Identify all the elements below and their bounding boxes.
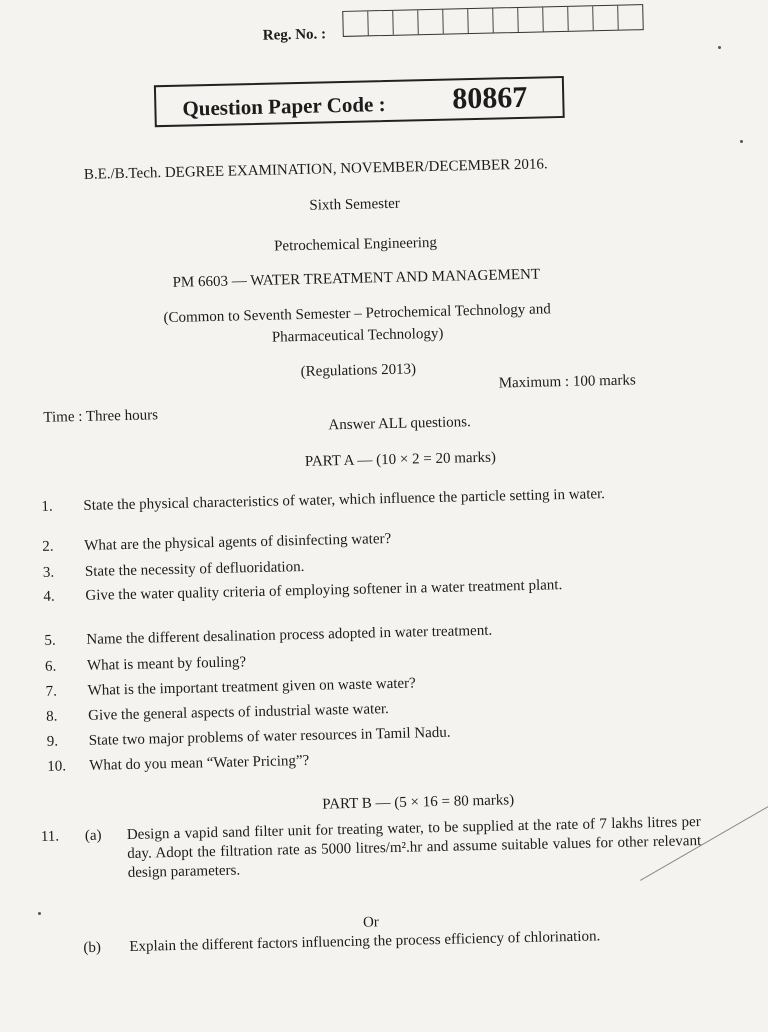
question-text: What is meant by fouling? [86, 654, 247, 674]
question-text: Give the water quality criteria of employing softener in a water treatment plant. [85, 577, 563, 604]
reg-no-digit-box[interactable] [368, 11, 394, 36]
reg-no-digit-box[interactable] [568, 6, 594, 31]
part-b-heading: PART B — (5 × 16 = 80 marks) [322, 792, 515, 813]
reg-no-digit-box[interactable] [393, 10, 419, 35]
exam-title: B.E./B.Tech. DEGREE EXAMINATION, NOVEMBER/DECEMBER 2016. [83, 156, 548, 183]
question-11a [41, 813, 702, 885]
course-title: PM 6603 — WATER TREATMENT AND MANAGEMENT [172, 266, 541, 291]
reg-no-digit-box[interactable] [443, 9, 469, 34]
question-text: What are the physical agents of disinfecting water? [84, 530, 392, 554]
question-text: Explain the different factors influencing the process efficiency of chlorination. [129, 928, 601, 956]
code-label: Question Paper Code : [182, 91, 386, 121]
reg-no-digit-box[interactable] [343, 11, 369, 36]
part-a-heading: PART A — (10 × 2 = 20 marks) [304, 449, 497, 470]
question-text: What do you mean “Water Pricing”? [89, 752, 310, 774]
semester: Sixth Semester [309, 195, 401, 214]
question-number: 3. [42, 564, 55, 581]
question-paper-code-box [154, 76, 565, 127]
question-number: 2. [42, 538, 54, 555]
question-text: State the necessity of defluoridation. [84, 558, 305, 580]
question-number: 8. [45, 708, 58, 725]
question-number: 9. [46, 733, 59, 750]
question-text: Design a vapid sand filter unit for treating water, to be supplied at the rate of 7 lakhs litres per day. Adopt the filtration rate as 5000 litres/m².hr and assume suitable values for other relevant design parameters. [126, 814, 702, 882]
reg-no-digit-box[interactable] [418, 10, 444, 35]
question-text: What is the important treatment given on waste water? [87, 675, 416, 699]
department: Petrochemical Engineering [273, 234, 438, 255]
question-number: 4. [43, 588, 55, 605]
reg-no-label: Reg. No. : [262, 26, 327, 44]
reg-no-digit-box[interactable] [468, 9, 494, 34]
question-text: Give the general aspects of industrial waste water. [87, 701, 390, 724]
question-number: 7. [45, 683, 58, 700]
or-separator: Or [362, 914, 380, 931]
reg-no-digit-box[interactable] [518, 7, 544, 32]
reg-no-boxes[interactable] [342, 4, 644, 37]
duration: Time : Three hours [43, 407, 159, 426]
max-marks: Maximum : 100 marks [498, 372, 636, 392]
common-note-line1: (Common to Seventh Semester – Petrochemical Technology and [163, 301, 551, 327]
question-number: 6. [44, 658, 57, 675]
reg-no-digit-box[interactable] [593, 6, 619, 31]
speck-mark [38, 912, 41, 915]
question-1 [41, 483, 681, 517]
question-number: 10. [47, 758, 67, 775]
code-number: 80867 [451, 80, 528, 116]
instruction: Answer ALL questions. [328, 414, 471, 434]
sub-question-label: (a) [84, 827, 102, 844]
speck-mark [718, 46, 721, 49]
question-number: 11. [40, 828, 60, 845]
common-note-line2: Pharmaceutical Technology) [271, 325, 444, 346]
question-text: Name the different desalination process adopted in water treatment. [86, 622, 493, 648]
speck-mark [740, 140, 743, 143]
reg-no-digit-box[interactable] [543, 7, 569, 32]
reg-no-digit-box[interactable] [493, 8, 519, 33]
question-text: State two major problems of water resources in Tamil Nadu. [88, 724, 451, 749]
question-number: 5. [44, 632, 56, 649]
regulations: (Regulations 2013) [300, 361, 417, 380]
question-text: State the physical characteristics of water, which influence the particle setting in water. [83, 486, 606, 514]
sub-question-label: (b) [83, 939, 102, 957]
reg-no-digit-box[interactable] [618, 5, 643, 30]
question-number: 1. [41, 498, 53, 515]
